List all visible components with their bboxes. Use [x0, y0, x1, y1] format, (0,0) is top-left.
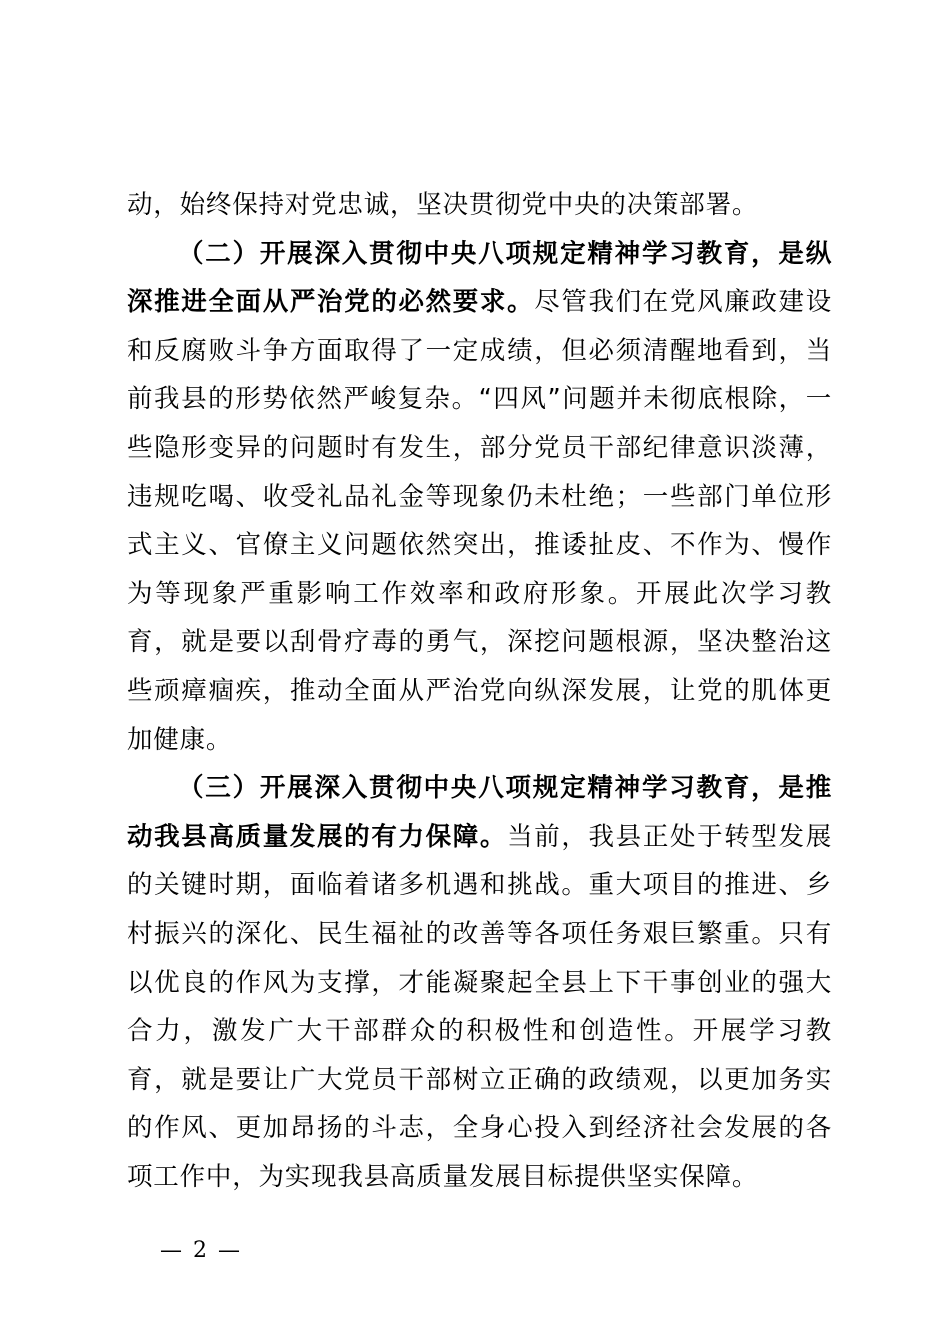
section-heading: （三）开展深入贯彻中央八项规定精神学习教育，是推动我县高质量发展的有力保障。	[127, 773, 832, 852]
paragraph-section-3	[127, 764, 832, 1201]
paragraph-text: 当前，我县正处于转型发展的关键时期，面临着诸多机遇和挑战。重大项目的推进、乡村振兴的深化、民生福祉的改善等各项任务艰巨繁重。只有以优良的作风为支撑，才能凝聚起全县上下干事创业的强大合力，激发广大干部群众的积极性和创造性。开展学习教育，就是要让广大党员干部树立正确的政绩观，以更加务实的作风、更加昂扬的斗志，全身心投入到经济社会发展的各项工作中，为实现我县高质量发展目标提供坚实保障。	[127, 821, 833, 1192]
paragraph-continuation	[127, 181, 832, 230]
paragraph-section-2	[127, 230, 832, 765]
section-heading: （二）开展深入贯彻中央八项规定精神学习教育，是纵深推进全面从严治党的必然要求。	[127, 238, 832, 318]
body-text	[127, 181, 832, 1201]
paragraph-text: 尽管我们在党风廉政建设和反腐败斗争方面取得了一定成绩，但必须清醒地看到，当前我县的形势依然严峻复杂。“四风”问题并未彻底根除，一些隐形变异的问题时有发生，部分党员干部纪律意识淡薄，违规吃喝、收受礼品礼金等现象仍未杜绝；一些部门单位形式主义、官僚主义问题依然突出，推诿扯皮、不作为、慢作为等现象严重影响工作效率和政府形象。开展此次学习教育，就是要以刮骨疗毒的勇气，深挖问题根源，坚决整治这些顽瘴痼疾，推动全面从严治党向纵深发展，让党的肌体更加健康。	[127, 287, 832, 755]
page-number: — 2 —	[160, 1238, 242, 1263]
paragraph-text: 动，始终保持对党忠诚，坚决贯彻党中央的决策部署。	[127, 190, 759, 220]
